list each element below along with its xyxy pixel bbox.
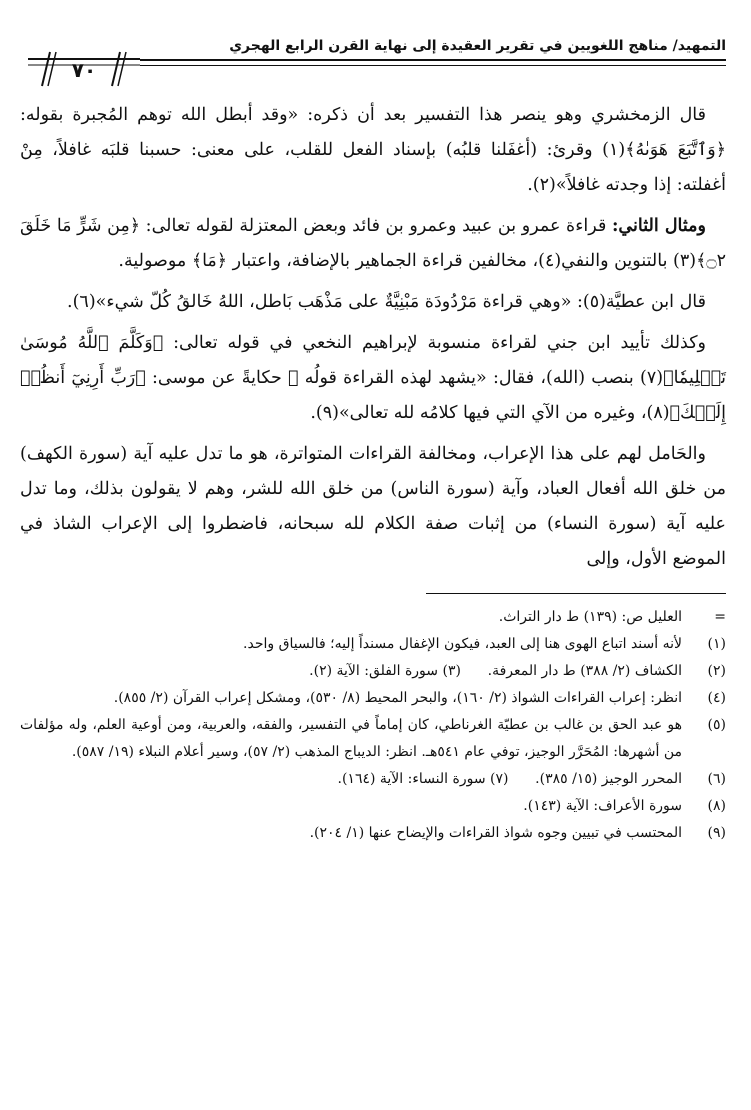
footnote-number: (٨) xyxy=(707,798,726,814)
footnote-text: العليل ص: (١٣٩) ط دار التراث. xyxy=(498,609,682,625)
footnote-text: هو عبد الحق بن غالب بن عطيّة الغرناطي، كان إماماً في التفسير، والفقه، والعربية، ومن أوعية العلم، وله مؤلفات من أشهرها: المُحَرَّر الوجيز، توفي عام ٥٤١هـ. انظر: الديباج المذهب (٢/ ٥٧)، وسير أعلام النبلاء (١٩/ ٥٨٧). xyxy=(20,717,682,760)
paragraph: قال الزمخشري وهو ينصر هذا التفسير بعد أن ذكره: «وقد أبطل الله توهم المُجبرة بقوله: ﴿وَٱتَّبَعَ هَوَىٰهُ﴾(١) وقرئ: (أغفَلنا قلبُه) بإسناد الفعل للقلب، على معنى: حسبنا قلبَه غافلاً، مِنْ أغفلته: إذا وجدته غافلاً»(٢). xyxy=(20,105,726,195)
main-text xyxy=(20,98,726,577)
header-rule-thin xyxy=(140,65,726,66)
footnote-number: = xyxy=(714,609,726,625)
footnote-text: لأنه أسند اتباع الهوى هنا إلى العبد، فيكون الإغفال مسنداً إليه؛ فالسياق واحد. xyxy=(243,636,682,652)
paragraph: والحَامل لهم على هذا الإعراب، ومخالفة القراءات المتواترة، هو ما تدل عليه آية (سورة الكهف) من خلق الله أفعال العباد، وآية (سورة الناس) من خلق الله للشر، وهم لا يقولون بذلك، وما تدل عليه آية (سورة النساء) من إثبات صفة الكلام لله سبحانه، فاضطروا إلى الإعراب الشاذ في الموضع الأول، وإلى xyxy=(20,444,726,569)
page-number-frame xyxy=(28,48,140,88)
paragraph-second-example xyxy=(20,209,726,279)
paragraph: قال ابن عطيَّة(٥): «وهي قراءة مَرْدُودَة مَبْنِيَّةٌ على مَذْهَب بَاطل، اللهُ خَالقُ كُلّ شيء»(٦). xyxy=(67,292,706,312)
footnote xyxy=(20,712,726,766)
footnote-number: (٤) xyxy=(707,690,726,706)
footnote xyxy=(20,793,726,820)
header-title: التمهيد/ مناهج اللغويين في تقرير العقيدة إلى نهاية القرن الرابع الهجري xyxy=(229,38,726,54)
page-number: ٧٠ xyxy=(71,58,97,82)
book-page xyxy=(20,30,726,847)
footnote-number: (١) xyxy=(707,636,726,652)
footnote-text: سورة الأعراف: الآية (١٤٣). xyxy=(523,798,682,814)
header-rule xyxy=(140,59,726,61)
footnote-text: الكشاف (٢/ ٣٨٨) ط دار المعرفة. (٣) سورة الفلق: الآية (٢). xyxy=(309,663,682,679)
footnote xyxy=(20,604,726,631)
paragraph: وكذلك تأييد ابن جني لقراءة منسوبة لإبراهيم النخعي في قوله تعالى: ﴿وَكَلَّمَ ٱللَّهُ مُوسَىٰ تَكۡلِيمٗا﴾(٧) بنصب (الله)، فقال: «يشهد لهذه القراءة قولُه ﷺ حكايةً عن موسى: ﴿رَبِّ أَرِنِيٓ أَنظُرۡ إِلَيۡكَ﴾(٨)، وغيره من الآي التي فيها كلامُه لله تعالى»(٩). xyxy=(20,333,726,423)
footnote-text: انظر: إعراب القراءات الشواذ (٢/ ١٦٠)، والبحر المحيط (٨/ ٥٣٠)، ومشكل إعراب القرآن (٢/ ٨٥٥). xyxy=(113,690,682,706)
footnote xyxy=(20,658,726,685)
footnote xyxy=(20,631,726,658)
footnote xyxy=(20,685,726,712)
footnote xyxy=(20,766,726,793)
running-header xyxy=(20,30,726,90)
paragraph-text: قراءة عمرو بن عبيد وعمرو بن فائد وبعض المعتزلة لقوله تعالى: ﴿مِن شَرٍّ مَا خَلَقَ ۝٢﴾(٣) بالتنوين والنفي(٤)، مخالفين قراءة الجماهير بالإضافة، واعتبار ﴿مَا﴾ موصولية. xyxy=(20,216,726,271)
footnote xyxy=(20,820,726,847)
footnote-number: (٥) xyxy=(707,717,726,733)
footnotes xyxy=(20,604,726,847)
footnote-text: المحرر الوجيز (١٥/ ٣٨٥). (٧) سورة النساء: الآية (١٦٤). xyxy=(337,771,682,787)
footnote-separator xyxy=(426,593,726,594)
footnote-text: المحتسب في تبيين وجوه شواذ القراءات والإيضاح عنها (١/ ٢٠٤). xyxy=(309,825,682,841)
second-example-lead: ومثال الثاني: xyxy=(611,216,706,236)
footnote-number: (٦) xyxy=(707,771,726,787)
footnote-number: (٩) xyxy=(707,825,726,841)
footnote-number: (٢) xyxy=(707,663,726,679)
